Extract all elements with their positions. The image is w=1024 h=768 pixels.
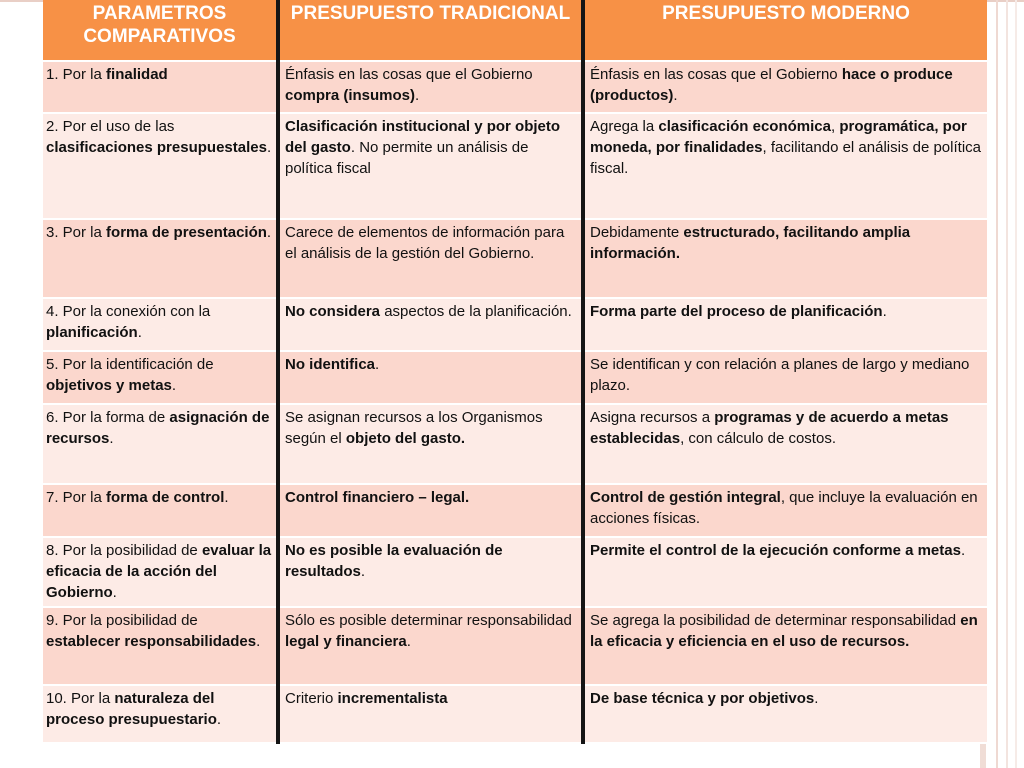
text-segment: Debidamente [590,224,684,241]
text-segment: 3. Por la [46,224,107,241]
text-segment: . [266,224,272,241]
cell-moderno [583,537,987,607]
bold-text: legal y financiera [285,633,407,650]
cell-tradicional [278,298,583,351]
bold-text: Control de gestión integral [590,489,781,506]
comparison-table [43,0,987,744]
text-segment: Criterio [285,690,338,707]
text-segment: . [960,542,966,559]
cell-parametro [43,351,278,404]
text-segment: 9. Por la posibilidad de [46,612,198,629]
cell-moderno [583,351,987,404]
text-segment: Agrega la [590,118,659,135]
cell-tradicional [278,404,583,484]
bold-text: objeto del gasto. [345,430,466,447]
cell-tradicional [278,537,583,607]
cell-moderno [583,484,987,537]
cell-moderno [583,113,987,219]
text-segment: Asigna recursos a [590,409,715,426]
text-segment: Énfasis en las cosas que el Gobierno [285,66,533,83]
bold-text: Permite el control de la ejecución conforme a metas [590,542,961,559]
text-segment: , que incluye la evaluación en acciones físicas. [590,489,978,527]
table-row [43,537,987,607]
bold-text: No considera [285,303,381,320]
header-tradicional: PRESUPUESTO TRADICIONAL [278,0,583,61]
text-segment: 2. Por el uso de las [46,118,175,135]
text-segment: , con cálculo de costos. [680,430,836,447]
table-row [43,351,987,404]
bold-text: programática, por moneda, por finalidades [590,118,967,156]
bold-text: Forma parte del proceso de planificación [590,303,883,320]
cell-parametro [43,298,278,351]
bold-text: forma de presentación [106,224,267,241]
cell-parametro [43,484,278,537]
text-segment: . [375,356,380,373]
cell-parametro [43,61,278,113]
text-segment: Se asignan recursos a los Organismos según el [285,409,543,447]
text-segment: 7. Por la [46,489,107,506]
text-segment: Sólo es posible determinar responsabilidad [285,612,572,629]
cell-parametro [43,219,278,298]
bold-text: finalidad [106,66,168,83]
text-segment: 4. Por la conexión con la [46,303,211,320]
text-segment: . [814,690,819,707]
text-segment: Carece de elementos de información para el análisis de la gestión del Gobierno. [285,224,565,262]
bold-text: hace o produce (productos) [590,66,953,104]
header-parametros: PARAMETROS COMPARATIVOS [43,0,278,61]
table-row [43,607,987,685]
text-segment: 5. Por la identificación de [46,356,214,373]
bold-text: planificación [46,324,138,341]
text-segment: Énfasis en las cosas que el Gobierno [590,66,842,83]
text-segment: . [109,430,114,447]
cell-parametro [43,404,278,484]
bold-text: Clasificación institucional y por objeto del gasto [285,118,561,156]
header-row [43,0,987,61]
table-row [43,484,987,537]
bold-text: forma de control [106,489,225,506]
bold-text: naturaleza del proceso presupuestario [46,690,217,728]
cell-tradicional [278,61,583,113]
text-segment: Se identifican y con relación a planes de largo y mediano plazo. [590,356,970,394]
text-segment: 8. Por la posibilidad de [46,542,202,559]
text-segment: . [224,489,229,506]
cell-tradicional [278,607,583,685]
text-segment: aspectos de la planificación. [380,303,572,320]
text-segment: . [882,303,887,320]
text-segment: . [216,711,222,728]
table-row [43,685,987,743]
bold-text: Control financiero – legal. [285,489,470,506]
bottom-right-decoration [980,742,986,768]
bold-text: asignación de recursos [46,409,270,447]
bold-text: No es posible la evaluación de resultados [285,542,503,580]
bold-text: estructurado, facilitando amplia información. [590,224,911,262]
cell-moderno [583,404,987,484]
bold-text: clasificaciones presupuestales [46,139,267,156]
bold-text: No identifica [285,356,376,373]
text-segment: . [673,87,678,104]
bold-text: incrementalista [337,690,448,707]
text-segment: 10. Por la [46,690,115,707]
table-row [43,404,987,484]
header-moderno: PRESUPUESTO MODERNO [583,0,987,61]
bold-text: evaluar la eficacia de la acción del Gobierno [46,542,272,601]
cell-tradicional [278,113,583,219]
bold-text: objetivos y metas [46,377,172,394]
cell-parametro [43,537,278,607]
cell-moderno [583,219,987,298]
cell-moderno [583,298,987,351]
bold-text: en la eficacia y eficiencia en el uso de recursos. [590,612,978,650]
right-stripe-decoration [996,0,998,768]
text-segment: . [256,633,261,650]
text-segment: , [830,118,840,135]
text-segment: 6. Por la forma de [46,409,170,426]
cell-tradicional [278,484,583,537]
table-row [43,298,987,351]
cell-parametro [43,685,278,743]
bold-text: compra (insumos) [285,87,416,104]
bold-text: establecer responsabilidades [46,633,257,650]
text-segment: . No permite un análisis de política fiscal [285,139,529,177]
text-segment: . [137,324,142,341]
table-row [43,113,987,219]
text-segment: . [360,563,366,580]
text-segment: . [415,87,420,104]
text-segment: Se agrega la posibilidad de determinar responsabilidad [590,612,961,629]
bold-text: De base técnica y por objetivos [590,690,815,707]
bold-text: programas y de acuerdo a metas establecidas [590,409,949,447]
text-segment: 1. Por la [46,66,107,83]
cell-moderno [583,607,987,685]
cell-parametro [43,113,278,219]
cell-tradicional [278,685,583,743]
text-segment: , facilitando el análisis de política fiscal. [590,139,981,177]
cell-tradicional [278,219,583,298]
cell-moderno [583,685,987,743]
cell-parametro [43,607,278,685]
cell-tradicional [278,351,583,404]
table-body [43,61,987,743]
right-stripe-decoration [1015,0,1017,768]
text-segment: . [266,139,272,156]
right-stripe-decoration [1006,0,1008,768]
table-row [43,61,987,113]
text-segment: . [171,377,177,394]
text-segment: . [406,633,411,650]
cell-moderno [583,61,987,113]
text-segment: . [112,584,117,601]
bold-text: clasificación económica [658,118,831,135]
table-row [43,219,987,298]
